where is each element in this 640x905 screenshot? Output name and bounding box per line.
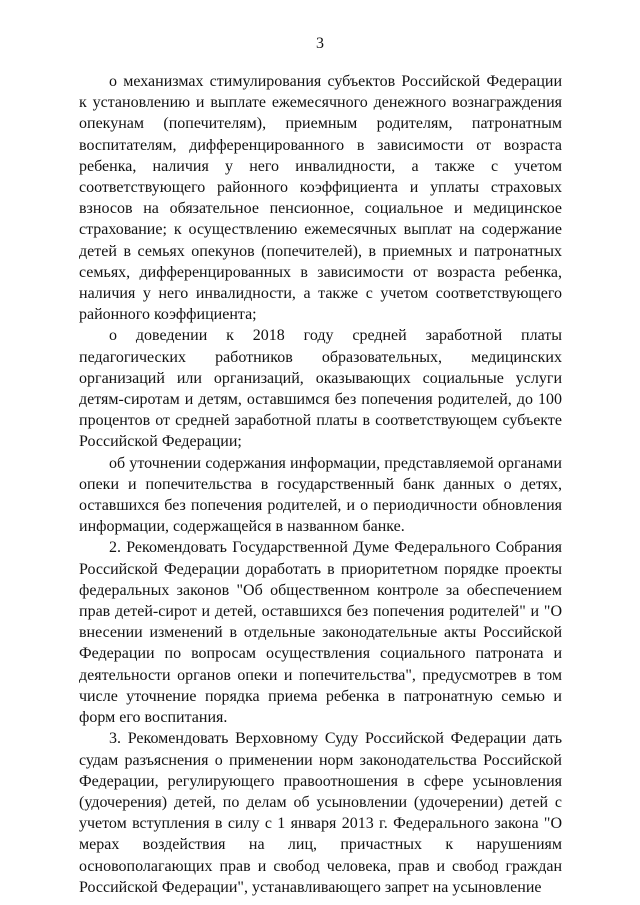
paragraph-data-bank: об уточнении содержания информации, представляемой органами опеки и попечительства в государственный банк данных о детях, оставшихся без попечения родителей, и о периодичности обновления информации, содержащейся в названном банке. (79, 454, 562, 536)
document-body (79, 71, 562, 898)
paragraph-incentive-mechanisms: о механизмах стимулирования субъектов Российской Федерации к установлению и выплате ежемесячного денежного вознаграждения опекунам (попечителям), приемным родителям, патронатным воспитателям, дифференцированного в зависимости от возраста ребенка, наличия у него инвалидности, а также с учетом соответствующего районного коэффициента и уплаты страховых взносов на обязательное пенсионное, социальное и медицинское страхование; к осуществлению ежемесячных выплат на содержание детей в семьях опекунов (попечителей), в приемных и патронатных семьях, дифференцированных в зависимости от возраста ребенка, наличия у него инвалидности, а также с учетом соответствующего районного коэффициента; (79, 73, 562, 324)
paragraph-teacher-salaries: о доведении к 2018 году средней заработной платы педагогических работников образовательных, медицинских организаций или организаций, оказывающих социальные услуги детям-сиротам и детям, оставшимся без попечения родителей, до 100 процентов от средней заработной платы в соответствующем субъекте Российской Федерации; (79, 327, 562, 451)
paragraph-recommendation-supreme-court: 3. Рекомендовать Верховному Суду Российской Федерации дать судам разъяснения о применении норм законодательства Российской Федерации, регулирующего правоотношения в сфере усыновления (удочерения) детей, по делам об усыновлении (удочерении) детей с учетом вступления в силу с 1 января 2013 г. Федерального закона "О мерах воздействия на лиц, причастных к нарушениям основополагающих прав и свобод человека, прав и свобод граждан Российской Федерации", устанавливающего запрет на усыновление (79, 730, 562, 896)
paragraph-recommendation-duma: 2. Рекомендовать Государственной Думе Федерального Собрания Российской Федерации доработать в приоритетном порядке проекты федеральных законов "Об общественном контроле за обеспечением прав детей-сирот и детей, оставшихся без попечения родителей" и "О внесении изменений в отдельные законодательные акты Российской Федерации по вопросам осуществления социального патроната и деятельности органов опеки и попечительства", предусмотрев в том числе уточнение порядка приема ребенка в патронатную семью и форм его воспитания. (79, 539, 562, 727)
page-number: 3 (316, 35, 324, 52)
